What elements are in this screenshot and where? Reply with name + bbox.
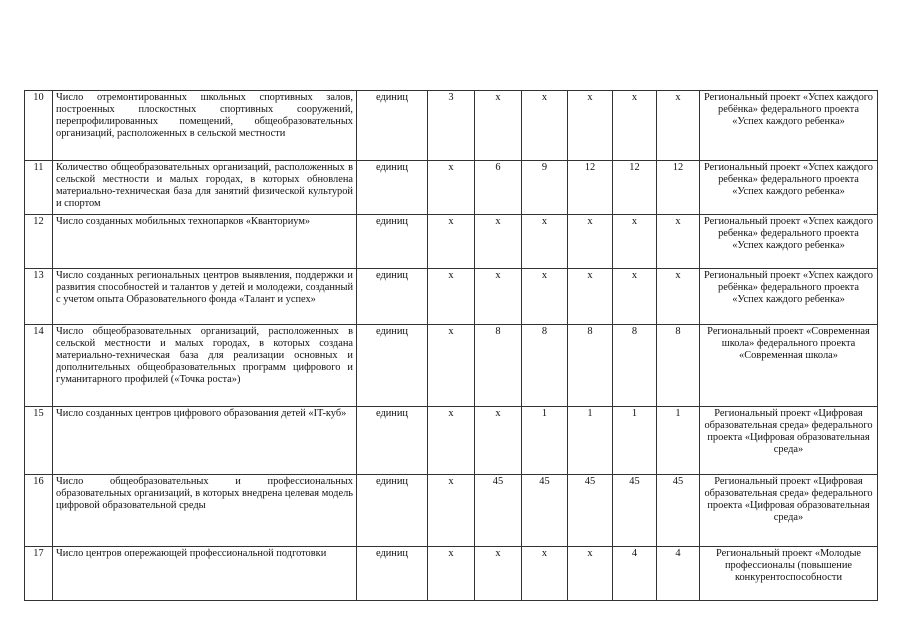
value-cell-5: 1 <box>613 407 657 475</box>
table-row <box>25 161 878 215</box>
source-project-cell: Региональный проект «Цифровая образовательная среда» федерального проекта «Цифровая образовательная среда» <box>700 407 878 475</box>
value-cell-4: x <box>568 91 613 161</box>
unit-cell: единиц <box>357 407 428 475</box>
unit-cell: единиц <box>357 325 428 407</box>
value-cell-2: x <box>475 215 522 269</box>
row-number-cell: 14 <box>25 325 53 407</box>
indicator-name-cell: Число созданных центров цифрового образования детей «IT-куб» <box>53 407 357 475</box>
table-row <box>25 269 878 325</box>
value-cell-3: 1 <box>522 407 568 475</box>
value-cell-2: 45 <box>475 475 522 547</box>
source-project-cell: Региональный проект «Успех каждого ребёнка» федерального проекта «Успех каждого ребенка» <box>700 91 878 161</box>
row-number-cell: 10 <box>25 91 53 161</box>
indicator-name-cell: Число общеобразовательных организаций, расположенных в сельской местности и малых городах, в которых создана материально-техническая база для реализации основных и дополнительных общеобразовательных программ цифрового и гуманитарного профилей («Точка роста») <box>53 325 357 407</box>
unit-cell: единиц <box>357 215 428 269</box>
table-row <box>25 325 878 407</box>
value-cell-4: 12 <box>568 161 613 215</box>
unit-cell: единиц <box>357 91 428 161</box>
value-cell-6: x <box>657 269 700 325</box>
table-row <box>25 91 878 161</box>
value-cell-2: x <box>475 269 522 325</box>
value-cell-4: x <box>568 269 613 325</box>
value-cell-6: x <box>657 215 700 269</box>
value-cell-3: x <box>522 215 568 269</box>
value-cell-4: 8 <box>568 325 613 407</box>
value-cell-1: x <box>428 407 475 475</box>
indicator-name-cell: Количество общеобразовательных организаций, расположенных в сельской местности и малых городах, в которых обновлена материально-техническая база для занятий физической культурой и спортом <box>53 161 357 215</box>
value-cell-6: 12 <box>657 161 700 215</box>
value-cell-4: x <box>568 547 613 601</box>
source-project-cell: Региональный проект «Молодые профессионалы (повышение конкурентоспособности <box>700 547 878 601</box>
table-body <box>25 91 878 601</box>
value-cell-1: x <box>428 269 475 325</box>
value-cell-3: x <box>522 269 568 325</box>
value-cell-2: x <box>475 407 522 475</box>
indicator-name-cell: Число созданных региональных центров выявления, поддержки и развития способностей и талантов у детей и молодежи, созданный с учетом опыта Образовательного фонда «Талант и успех» <box>53 269 357 325</box>
indicator-name-cell: Число общеобразовательных и профессиональных образовательных организаций, в которых внедрена целевая модель цифровой образовательной среды <box>53 475 357 547</box>
value-cell-4: 45 <box>568 475 613 547</box>
source-project-cell: Региональный проект «Цифровая образовательная среда» федерального проекта «Цифровая образовательная среда» <box>700 475 878 547</box>
value-cell-3: 8 <box>522 325 568 407</box>
value-cell-1: x <box>428 475 475 547</box>
row-number-cell: 13 <box>25 269 53 325</box>
indicator-name-cell: Число центров опережающей профессиональной подготовки <box>53 547 357 601</box>
source-project-cell: Региональный проект «Успех каждого ребёнка» федерального проекта «Успех каждого ребенка» <box>700 269 878 325</box>
value-cell-2: 6 <box>475 161 522 215</box>
value-cell-1: x <box>428 161 475 215</box>
value-cell-6: 4 <box>657 547 700 601</box>
value-cell-1: x <box>428 325 475 407</box>
table-row <box>25 475 878 547</box>
value-cell-3: x <box>522 547 568 601</box>
value-cell-2: x <box>475 547 522 601</box>
row-number-cell: 11 <box>25 161 53 215</box>
table-row <box>25 547 878 601</box>
indicator-name-cell: Число отремонтированных школьных спортивных залов, построенных плоскостных спортивных сооружений, перепрофилированных помещений, общеобразовательных организаций, расположенных в сельской местности <box>53 91 357 161</box>
indicator-name-cell: Число созданных мобильных технопарков «Кванториум» <box>53 215 357 269</box>
value-cell-5: x <box>613 269 657 325</box>
value-cell-1: 3 <box>428 91 475 161</box>
row-number-cell: 16 <box>25 475 53 547</box>
value-cell-6: 1 <box>657 407 700 475</box>
value-cell-3: 45 <box>522 475 568 547</box>
value-cell-3: x <box>522 91 568 161</box>
unit-cell: единиц <box>357 269 428 325</box>
value-cell-5: 8 <box>613 325 657 407</box>
unit-cell: единиц <box>357 161 428 215</box>
unit-cell: единиц <box>357 475 428 547</box>
table-row <box>25 407 878 475</box>
value-cell-5: 4 <box>613 547 657 601</box>
value-cell-5: x <box>613 91 657 161</box>
value-cell-5: 12 <box>613 161 657 215</box>
value-cell-6: 45 <box>657 475 700 547</box>
value-cell-2: x <box>475 91 522 161</box>
value-cell-1: x <box>428 215 475 269</box>
value-cell-6: x <box>657 91 700 161</box>
value-cell-5: x <box>613 215 657 269</box>
row-number-cell: 15 <box>25 407 53 475</box>
indicators-table <box>24 90 878 601</box>
value-cell-5: 45 <box>613 475 657 547</box>
table-row <box>25 215 878 269</box>
value-cell-6: 8 <box>657 325 700 407</box>
row-number-cell: 12 <box>25 215 53 269</box>
unit-cell: единиц <box>357 547 428 601</box>
source-project-cell: Региональный проект «Современная школа» федерального проекта «Современная школа» <box>700 325 878 407</box>
source-project-cell: Региональный проект «Успех каждого ребенка» федерального проекта «Успех каждого ребенка» <box>700 161 878 215</box>
value-cell-4: x <box>568 215 613 269</box>
row-number-cell: 17 <box>25 547 53 601</box>
value-cell-2: 8 <box>475 325 522 407</box>
source-project-cell: Региональный проект «Успех каждого ребенка» федерального проекта «Успех каждого ребенка» <box>700 215 878 269</box>
value-cell-4: 1 <box>568 407 613 475</box>
value-cell-3: 9 <box>522 161 568 215</box>
value-cell-1: x <box>428 547 475 601</box>
